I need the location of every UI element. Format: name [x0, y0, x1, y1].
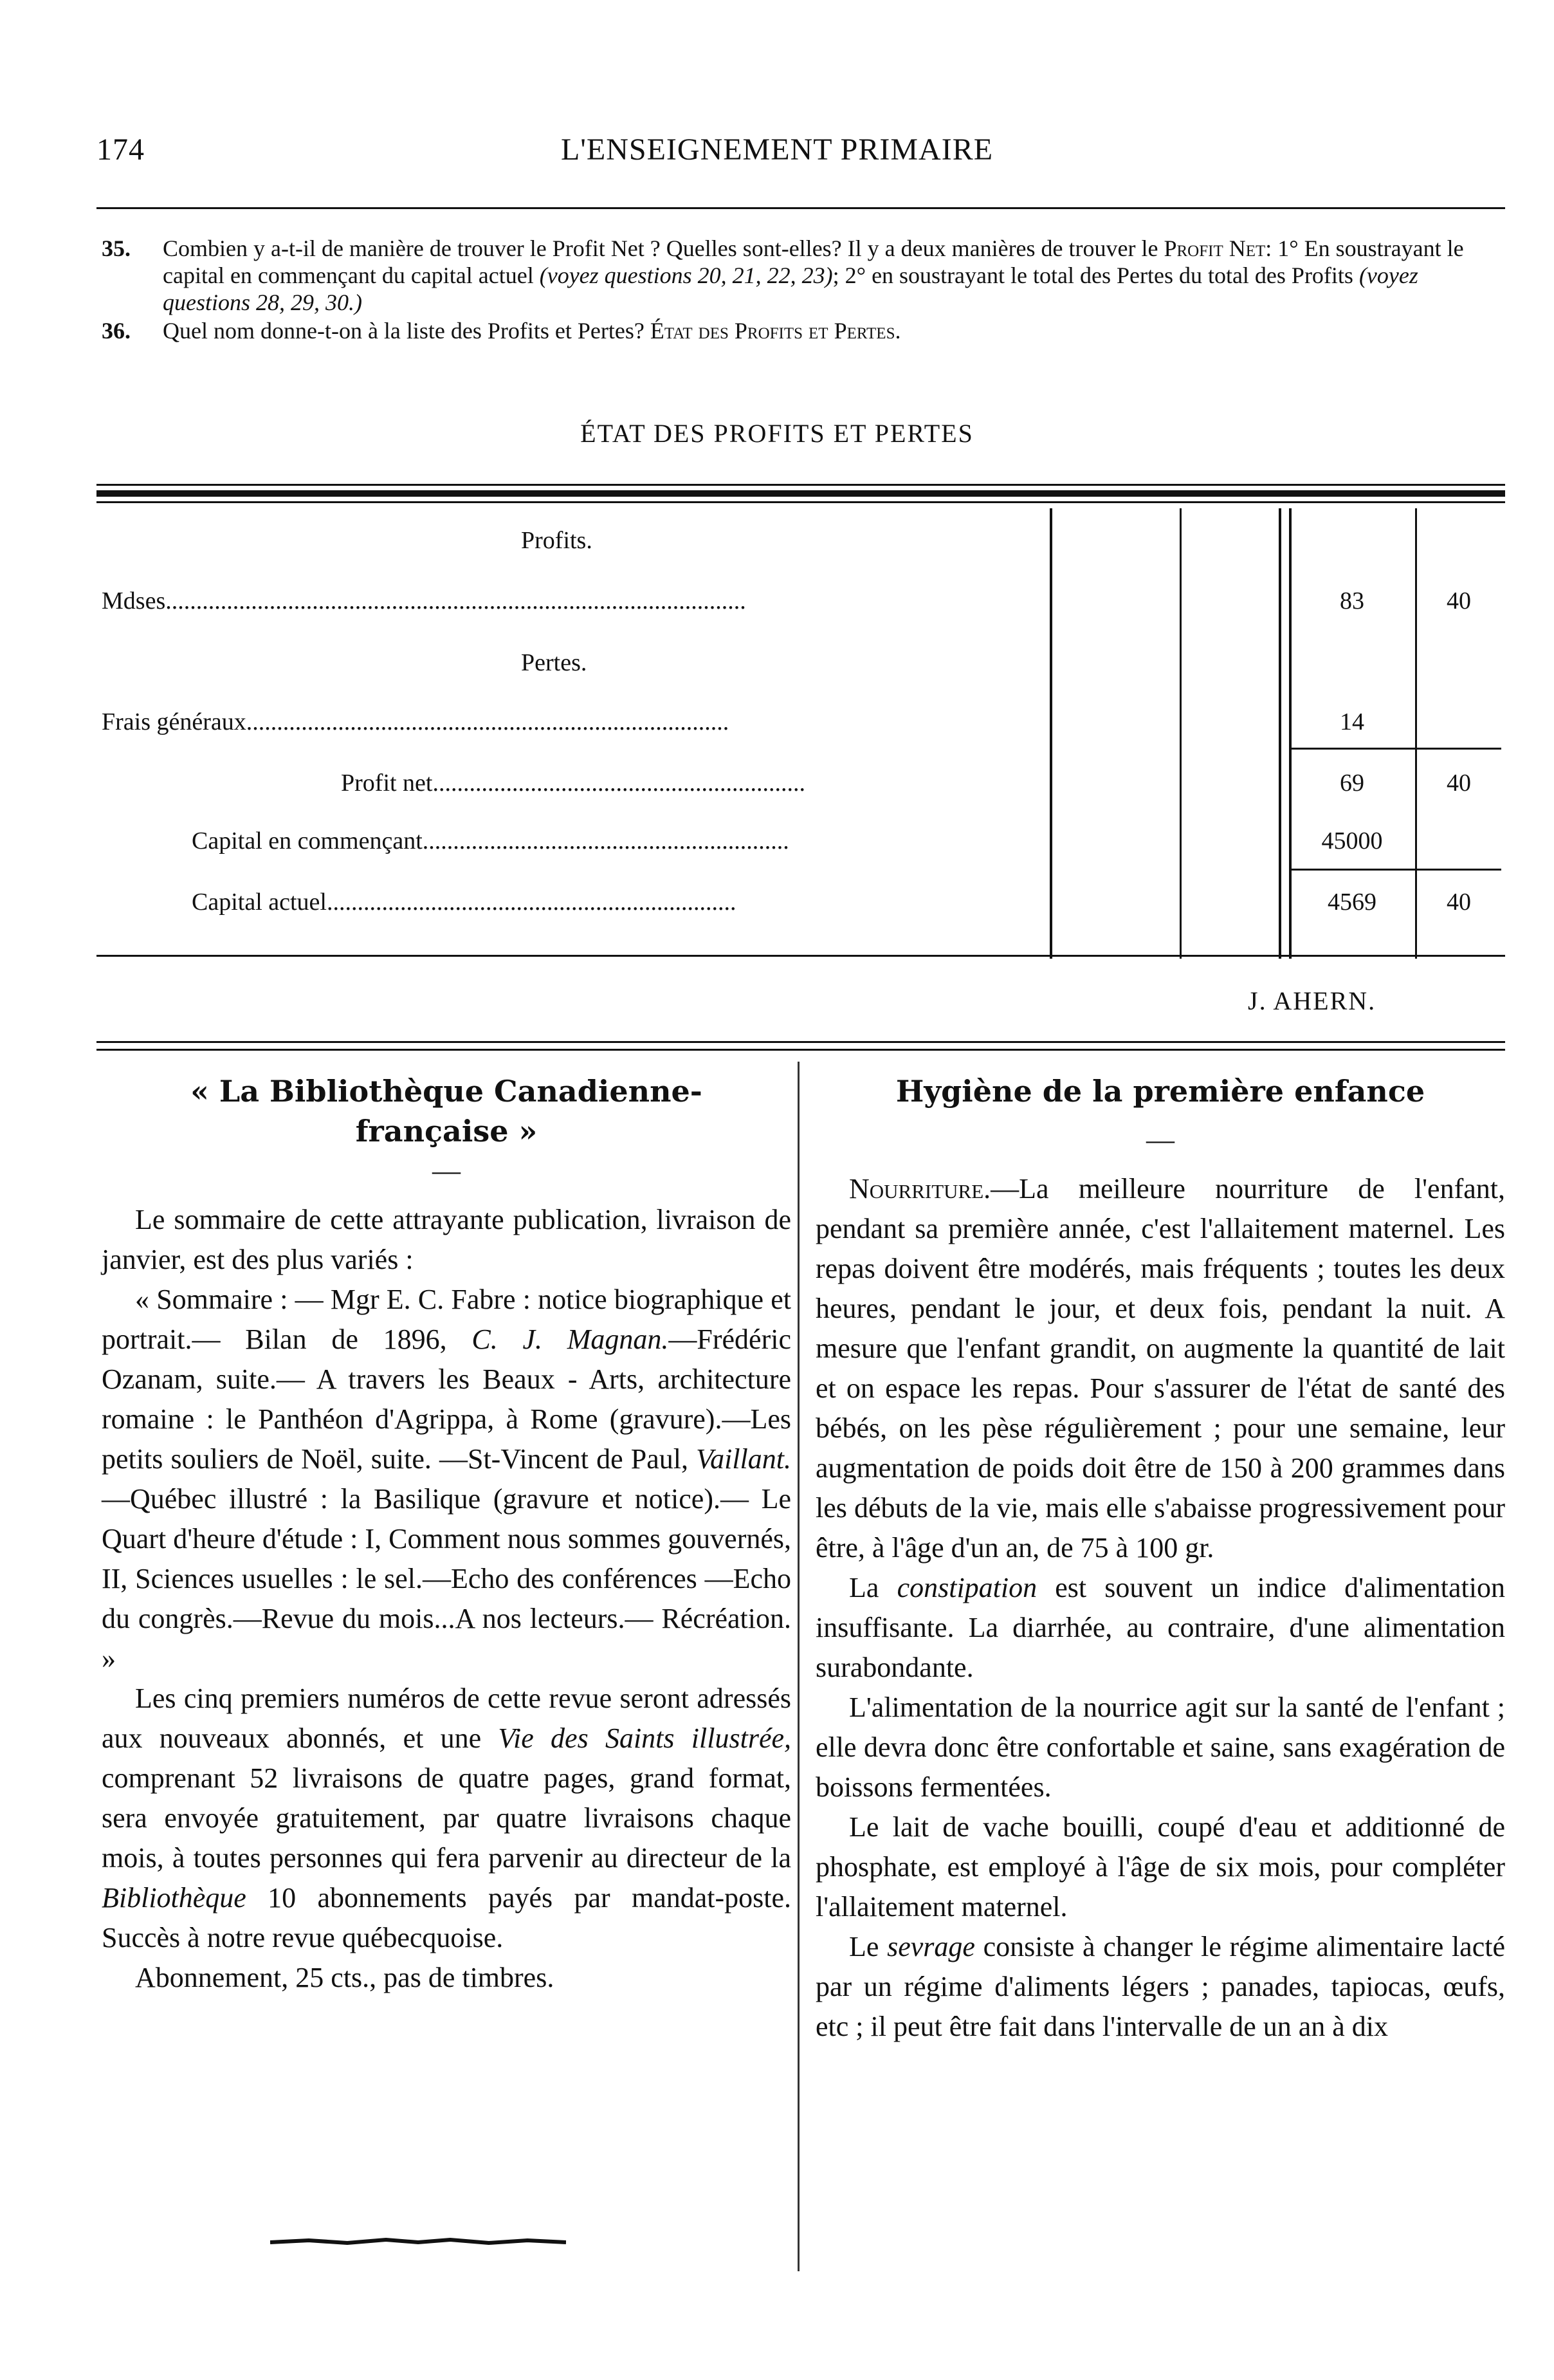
right-paragraph-5: Le sevrage consiste à changer le régime alimentaire lacté par un régime d'aliments légers ; panades, tapiocas, œufs, etc ; il peut être fait dans l'intervalle de un an à dix	[816, 1931, 1505, 2042]
section-rule-2	[96, 1049, 1505, 1051]
right-paragraph-1: Nourriture.—La meilleure nourriture de l'enfant, pendant sa première année, c'est l'allaitement maternel. Les repas doivent être modérés, mais fréquents ; toutes les deux heures, pendant le jour, et deux fois, pendant la nuit. A mesure que l'enfant grandit, on augmente la quantité de lait et on espace les repas. Pour s'assurer de l'état de santé des bébés, on les pèse régulièrement ; pour une semaine, leur augmentation de poids doit être de 150 à 200 grammes dans les débuts de la vie, mais elle s'abaisse progressivement pour être, à l'âge d'un an, de 75 à 100 gr.	[816, 1173, 1505, 1564]
table-bottom-rule	[96, 955, 1505, 957]
table-row-label: Profit net.............................................................	[341, 770, 805, 797]
question-35-ref-a: (voyez questions 20, 21, 22, 23)	[539, 263, 833, 288]
left-paragraph-1: Le sommaire de cette attrayante publication, livraison de janvier, est des plus variés :	[102, 1204, 791, 1275]
table-cell-cents: 40	[1447, 889, 1471, 916]
table-row-label: Capital en commençant............................................................	[192, 827, 789, 854]
table-row-label: Capital actuel...................................................................	[192, 889, 736, 916]
column-divider	[798, 1062, 800, 2271]
table-section-pertes: Pertes.	[521, 649, 587, 676]
question-35-rest-a: : 1° En soustrayant le capital en commençant du capital actuel	[163, 235, 1464, 288]
question-36	[102, 317, 1504, 344]
right-column-title: Hygiène de la première enfance	[895, 1074, 1425, 1109]
left-paragraph-2: « Sommaire : — Mgr E. C. Fabre : notice biographique et portrait.— Bilan de 1896, C. J. Magnan.—Frédéric Ozanam, suite.— A travers les Beaux - Arts, architecture romaine : le Panthéon d'Agrippa, à Rome (gravure).—Les petits souliers de Noël, suite. —St-Vincent de Paul, Vaillant.—Québec illustré : la Basilique (gravure et notice).— Le Quart d'heure d'étude : I, Comment nous sommes gouvernés, II, Sciences usuelles : le sel.—Echo des conférences —Echo du congrès.—Revue du mois...A nos lecteurs.— Récréation. »	[102, 1284, 791, 1674]
table-row-label: Mdses...............................................................................................	[102, 587, 746, 614]
signature: J. AHERN.	[1248, 986, 1376, 1015]
table-cell-cents: 40	[1447, 587, 1471, 614]
table-top-rule-1	[96, 484, 1505, 486]
right-paragraph-3: L'alimentation de la nourrice agit sur la santé de l'enfant ; elle devra donc être confortable et saine, sans exagération de boissons fermentées.	[816, 1692, 1505, 1803]
right-paragraph-4: Le lait de vache bouilli, coupé d'eau et additionné de phosphate, est employé à l'âge de six mois, pour compléter l'allaitement maternel.	[816, 1811, 1505, 1923]
left-paragraph-3: Les cinq premiers numéros de cette revue seront adressés aux nouveaux abonnés, et une Vie des Saints illustrée, comprenant 52 livraisons de quatre pages, grand format, sera envoyée gratuitement, par quatre livraisons chaque mois, à toutes personnes qui fera parvenir au directeur de la Bibliothèque 10 abonnements payés par mandat-poste. Succès à notre revue québecquoise.	[102, 1683, 792, 1953]
table-cell-cents: 40	[1447, 770, 1471, 797]
question-36-number: 36.	[102, 318, 131, 344]
table-cell-dollars: 83	[1340, 587, 1364, 614]
page-number: 174	[96, 133, 145, 167]
question-36-text: Quel nom donne-t-on à la liste des Profits et Pertes?	[163, 318, 644, 344]
question-35-term: Profit Net	[1164, 235, 1266, 261]
table-top-rule-2	[96, 490, 1505, 497]
section-rule-1	[96, 1041, 1505, 1043]
table-cell-dollars: 69	[1340, 770, 1364, 797]
table-section-profits: Profits.	[521, 527, 592, 554]
table-vline-3	[1279, 508, 1281, 959]
question-35	[102, 235, 1504, 344]
table-sum-rule	[1289, 748, 1501, 750]
table-sum-rule	[1289, 869, 1501, 871]
table-cell-dollars: 14	[1340, 708, 1364, 735]
question-35-number: 35.	[102, 235, 131, 261]
left-title-line1: « La Bibliothèque Canadienne-	[190, 1074, 702, 1109]
right-title-dash: —	[1146, 1124, 1175, 1156]
table-top-rule-3	[96, 501, 1505, 503]
left-title-line2: française »	[355, 1114, 538, 1148]
running-title: L'ENSEIGNEMENT PRIMAIRE	[560, 133, 994, 167]
right-column	[816, 1071, 1505, 2047]
table-cell-dollars: 45000	[1321, 827, 1383, 854]
header-rule	[96, 207, 1505, 209]
question-35-ref-b: (voyez questions 28, 29, 30.)	[163, 263, 1418, 315]
left-column	[102, 1071, 791, 1998]
question-35-text: Combien y a-t-il de manière de trouver le Profit Net ? Quelles sont-elles? Il y a deux manières de trouver le	[163, 235, 1158, 261]
table-vline-1	[1050, 508, 1052, 959]
left-title-dash: —	[432, 1155, 461, 1186]
question-36-answer: État des Profits et Pertes.	[650, 318, 901, 344]
left-column-title	[102, 1071, 791, 1151]
ornament-divider	[270, 2238, 566, 2247]
table-cell-dollars: 4569	[1328, 889, 1376, 916]
table-vline-2	[1180, 508, 1182, 959]
table-title: ÉTAT DES PROFITS ET PERTES	[580, 419, 974, 448]
left-paragraph-4: Abonnement, 25 cts., pas de timbres.	[135, 1962, 554, 1993]
question-35-rest-b: ; 2° en soustrayant le total des Pertes du total des Profits	[832, 263, 1353, 288]
right-paragraph-2: La constipation est souvent un indice d'alimentation insuffisante. La diarrhée, au contraire, d'une alimentation surabondante.	[816, 1572, 1506, 1683]
table-row-label: Frais généraux...............................................................................	[102, 708, 729, 735]
